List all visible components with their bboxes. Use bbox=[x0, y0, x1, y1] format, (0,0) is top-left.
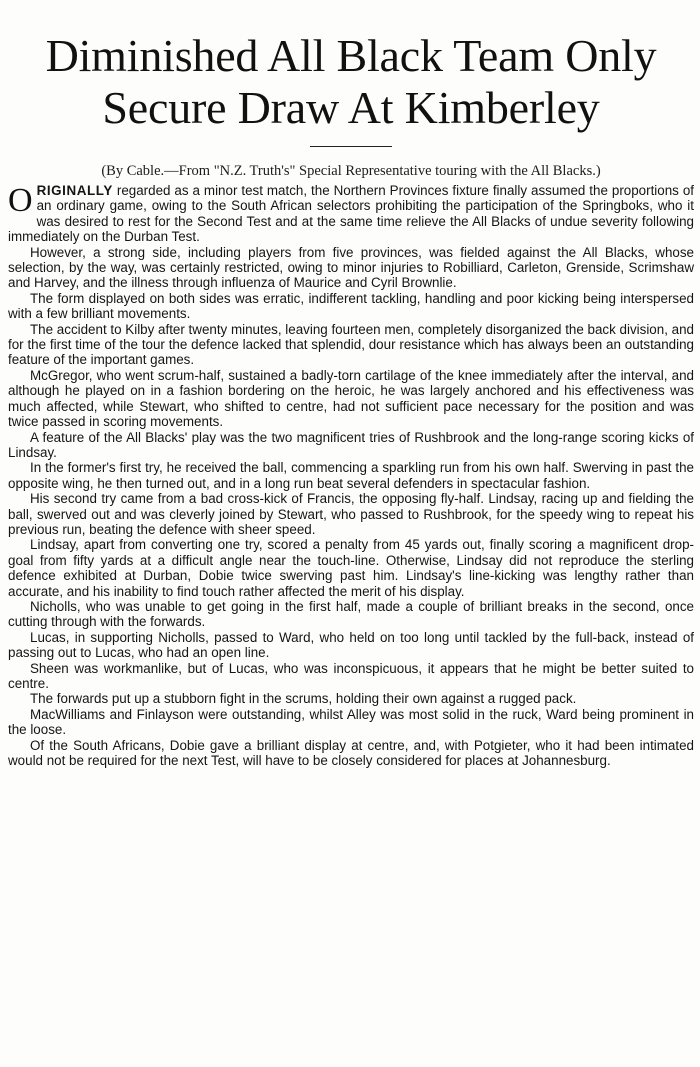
paragraph: Of the South Africans, Dobie gave a brilliant display at centre, and, with Potgieter, who it had been intimated would not be required for the next Test, will have to be closely considered for places at Johannesburg. bbox=[8, 737, 694, 769]
paragraph: A feature of the All Blacks' play was the two magnificent tries of Rushbrook and the long-range scoring kicks of Lindsay. bbox=[8, 429, 694, 460]
paragraph: Nicholls, who was unable to get going in the first half, made a couple of brilliant breaks in the second, once cutting through with the forwards. bbox=[8, 598, 694, 630]
lead-word: RIGINALLY bbox=[36, 183, 113, 198]
paragraph: Sheen was workmanlike, but of Lucas, who was inconspicuous, it appears that he might be better suited to centre. bbox=[8, 660, 694, 691]
paragraph: Lucas, in supporting Nicholls, passed to Ward, who held on too long until tackled by the full-back, instead of passing out to Lucas, who had an open line. bbox=[8, 629, 694, 661]
paragraph: The forwards put up a stubborn fight in the scrums, holding their own against a rugged pack. bbox=[30, 691, 577, 707]
paragraph: The accident to Kilby after twenty minutes, leaving fourteen men, completely disorganized the back division, and for the first time of the tour the defence lacked that splendid, dour resistance which has always been an outstanding feature of the important games. bbox=[8, 321, 694, 368]
paragraph: McGregor, who went scrum-half, sustained a badly-torn cartilage of the knee immediately after the interval, and although he played on in a fashion bordering on the heroic, he was largely anchored and his effectiveness was much affected, while Stewart, who shifted to centre, had not sufficient pace necessary for the position and was twice passed in scoring movements. bbox=[8, 367, 694, 430]
byline: (By Cable.—From "N.Z. Truth's" Special Representative touring with the All Blacks.) bbox=[101, 163, 601, 179]
paragraph: His second try came from a bad cross-kick of Francis, the opposing fly-half. Lindsay, racing up and fielding the ball, swerved out and was cleverly joined by Stewart, who passed to Rushbrook, for the speedy wing to repeat his previous run, beating the defence with sheer speed. bbox=[8, 491, 694, 537]
paragraph: However, a strong side, including players from five provinces, was fielded against the All Blacks, whose selection, by the way, was certainly restricted, owing to minor injuries to Robilliard, Carleton, Grenside, Scrimshaw and Harvey, and the illness through influenza of Maurice and Cyril Brownlie. bbox=[8, 244, 694, 291]
headline-divider bbox=[310, 146, 392, 147]
paragraph-1-text: regarded as a minor test match, the Northern Provinces fixture finally assumed the proportions of an ordinary game, owing to the South African selectors prohibiting the participation of the Springboks, who it was desired to rest for the Second Test and at the same time relieve the All Blacks of undue severity following immediately on the Durban Test. bbox=[8, 183, 694, 245]
paragraph: MacWilliams and Finlayson were outstanding, whilst Alley was most solid in the ruck, Ward being prominent in the loose. bbox=[8, 706, 694, 738]
headline bbox=[8, 0, 694, 134]
paragraph-1 bbox=[8, 183, 694, 245]
paragraph: In the former's first try, he received the ball, commencing a sparkling run from his own half. Swerving in past the opposite wing, he then turned out, and in a long run beat several defenders in spectacular fashion. bbox=[8, 460, 694, 491]
headline-line-1: Diminished All Black Team Only bbox=[45, 30, 657, 81]
drop-cap: O bbox=[8, 182, 33, 219]
headline-line-2: Secure Draw At Kimberley bbox=[102, 82, 600, 133]
article-body bbox=[8, 183, 694, 768]
paragraph: The form displayed on both sides was erratic, indifferent tackling, handling and poor kicking being interspersed with a few brilliant movements. bbox=[8, 290, 694, 322]
paragraph: Lindsay, apart from converting one try, scored a penalty from 45 yards out, finally scoring a magnificent drop-goal from fifty yards at a difficult angle near the touch-line. Otherwise, Lindsay did not reproduce the sterling defence exhibited at Durban, Dobie twice swerving past him. Lindsay's line-kicking was lengthy rather than accurate, and his inability to find touch rather affected the merit of his display. bbox=[8, 537, 694, 599]
